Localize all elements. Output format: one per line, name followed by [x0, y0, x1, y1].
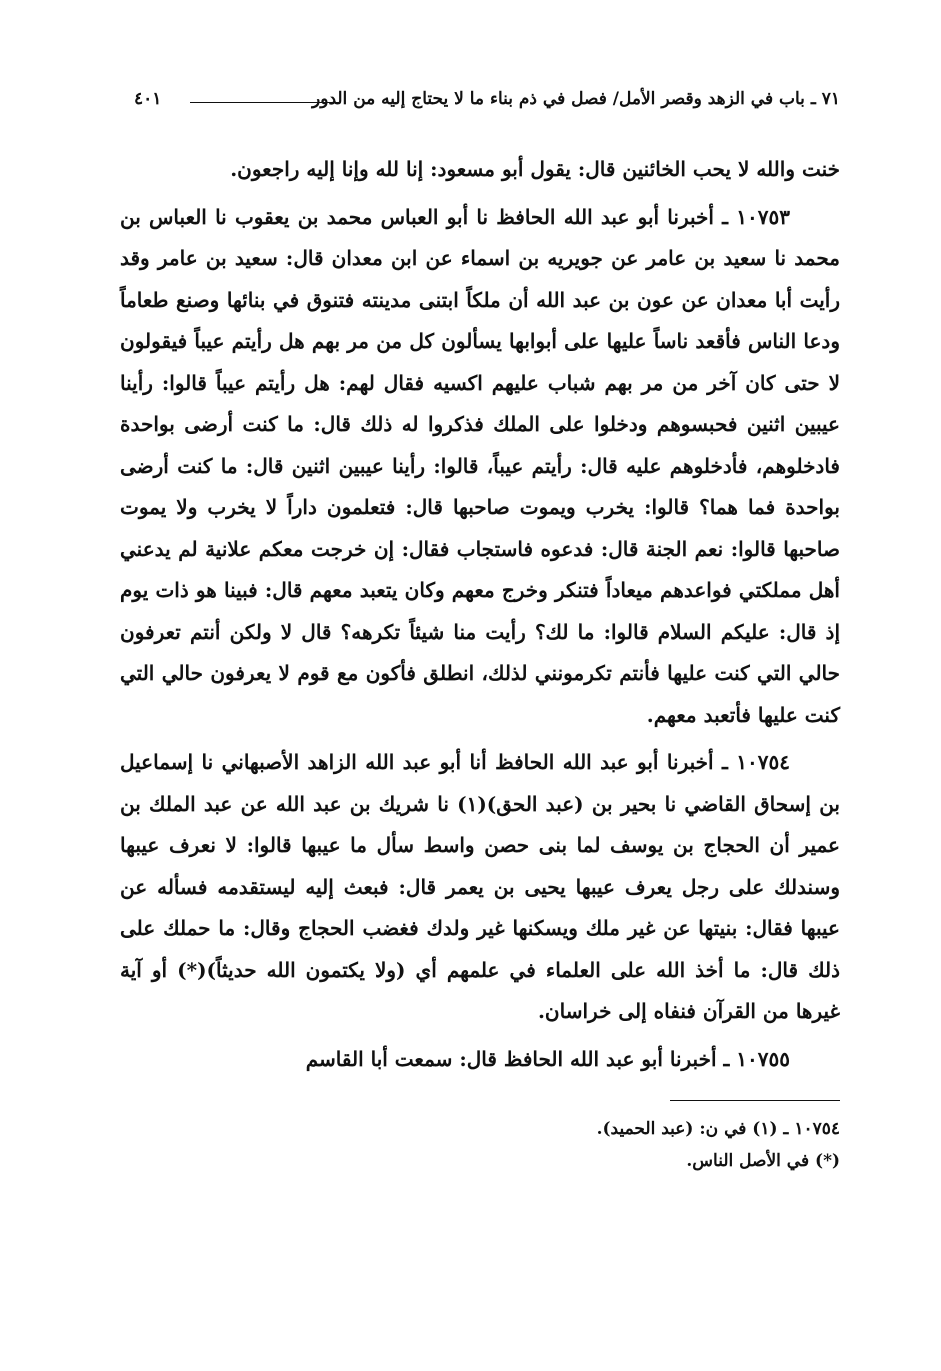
paragraph: ١٠٧٥٤ ـ أخبرنا أبو عبد الله الحافظ أنا أبو عبد الله الزاهد الأصبهاني نا إسماعيل بن إسحاق القاضي نا بحير بن (عبد الحق)(١) نا شريك بن عبد الله عن عبد الملك بن عمير أن الحجاج بن يوسف لما بنى حصن واسط سأل ما عيبها قالوا: لا نعرف عيبها وسندلك على رجل يعرف عيبها يحيى بن يعمر قال: فبعث إليه ليستقدمه فسأله عن عيبها فقال: بنيتها عن غير ملك ويسكنها غير ولدك فغضب الحجاج وقال: ما حملك على ذلك قال: ما أخذ الله على العلماء في علمهم أي (ولا يكتمون الله حديثاً)(*) أو آية غيرها من القرآن فنفاه إلى خراسان. — [120, 750, 840, 1023]
paragraph: ١٠٧٥٣ ـ أخبرنا أبو عبد الله الحافظ نا أبو العباس محمد بن يعقوب نا العباس بن محمد نا سعيد بن عامر عن جويريه بن اسماء عن ابن معدان قال: سعيد بن عامر وقد رأيت أبا معدان عن عون بن عبد الله أن ملكاً ابتنى مدينته فتنوق في بنائها وصنع طعاماً ودعا الناس فأقعد ناساً عليها على أبوابها يسألون كل من مر بهم هل رأيتم عيباً فيقولون لا حتى كان آخر من مر بهم شباب عليهم اكسيه فقال لهم: هل رأيتم عيباً قالوا: رأينا عيبين اثنين فحبسوهم ودخلوا على الملك فذكروا له ذلك قال: ما كنت أرضى بواحدة فادخلوهم، فأدخلوهم عليه قال: رأيتم عيباً، قالوا: رأينا عيبين اثنين قال: ما كنت أرضى بواحدة فما هما؟ قالوا: يخرب ويموت صاحبها قال: فتعلمون داراً لا يخرب ولا يموت صاحبها قالوا: نعم الجنة قال: فدعوه فاستجاب فقال: إن خرجت معكم علانية لم يدعني أهل مملكتي فواعدهم ميعاداً فتنكر وخرج معهم وكان يتعبد معهم قال: فبينا هو ذات يوم إذ قال: عليكم السلام قالوا: ما لك؟ رأيت منا شيئاً تكرهه؟ قال لا ولكن أنتم تعرفون حالي التي كنت عليها فأنتم تكرمونني لذلك، انطلق فأكون مع قوم لا يعرفون حالي التي كنت عليها فأتعبد معهم. — [120, 204, 841, 727]
footnote-separator — [670, 1100, 840, 1101]
chapter-title: ٧١ ـ باب في الزهد وقصر الأمل/ فصل في ذم بناء ما لا يحتاج إليه من الدور — [312, 89, 840, 109]
footnote: (*) في الأصل الناس. — [686, 1151, 840, 1171]
document-page — [120, 85, 840, 1177]
main-text — [120, 149, 840, 1080]
footnote: ١٠٧٥٤ ـ (١) في ن: (عبد الحميد). — [596, 1119, 840, 1139]
header-rule — [190, 102, 340, 103]
footnotes — [120, 1113, 840, 1177]
page-number: ٤٠١ — [134, 89, 162, 109]
paragraph: ١٠٧٥٥ ـ أخبرنا أبو عبد الله الحافظ قال: سمعت أبا القاسم — [305, 1046, 790, 1071]
paragraph: خنت والله لا يحب الخائنين قال: يقول أبو مسعود: إنا لله وإنا إليه راجعون. — [230, 157, 840, 181]
running-header — [120, 85, 840, 119]
